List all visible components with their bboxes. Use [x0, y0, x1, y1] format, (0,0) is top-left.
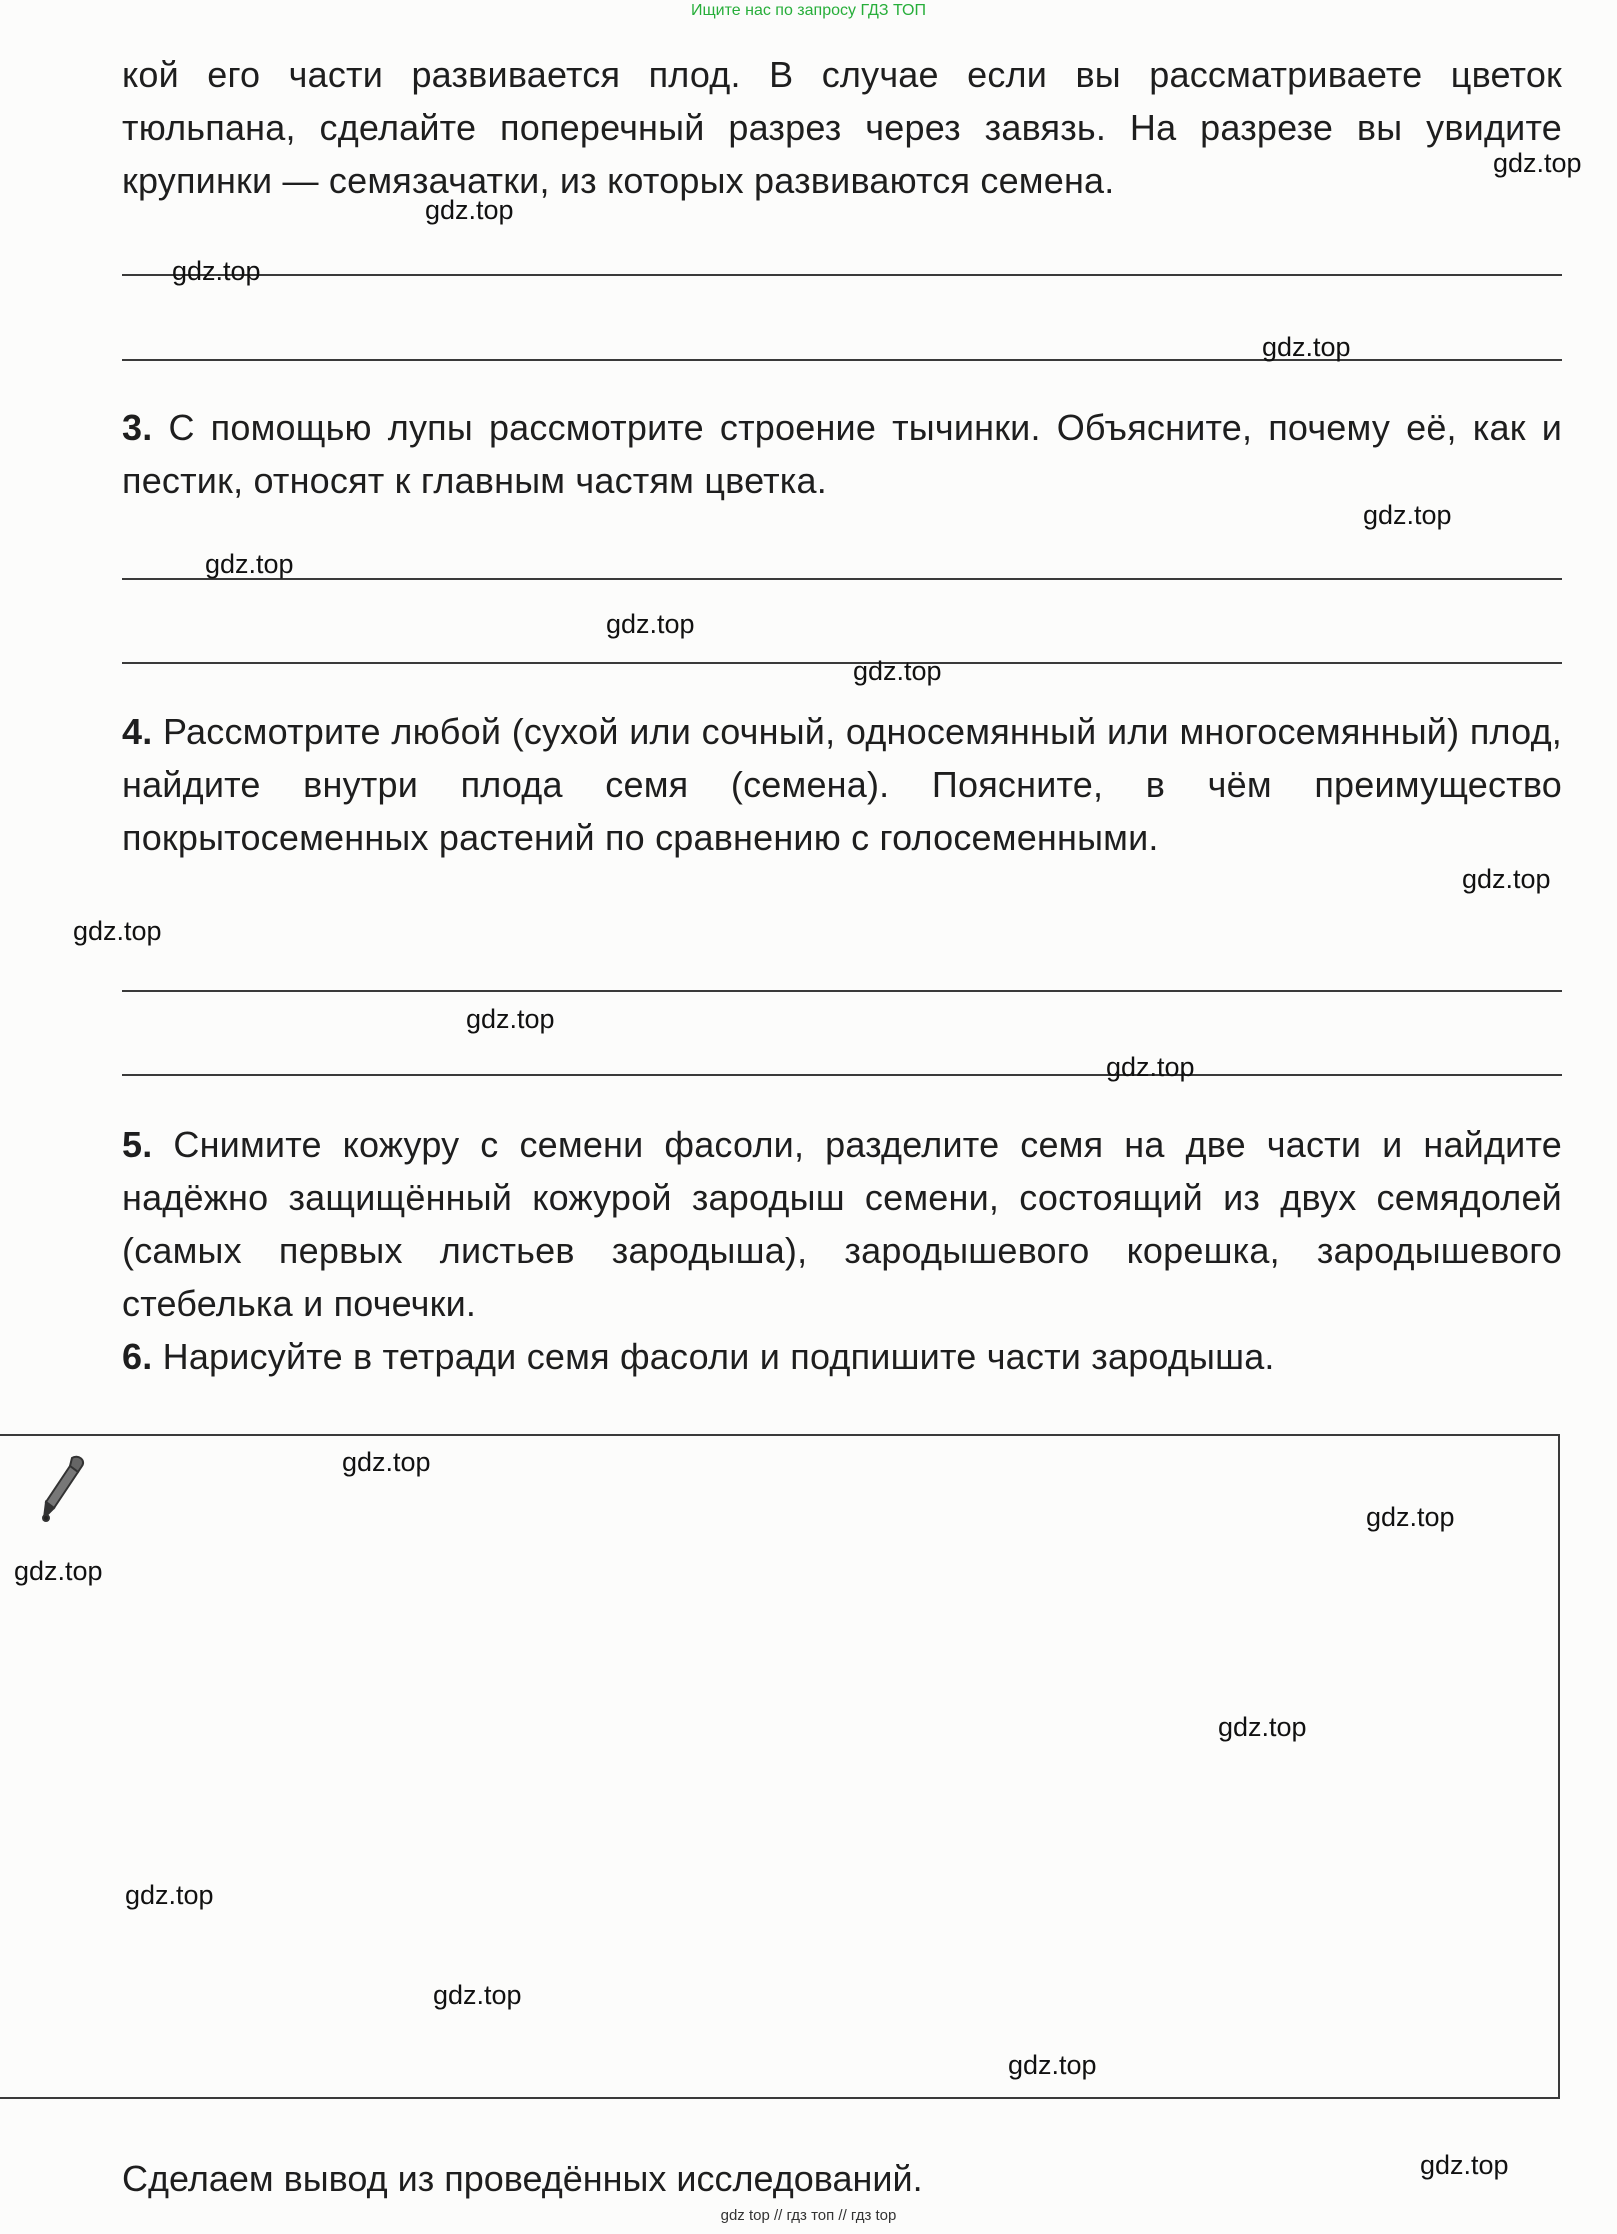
conclusion-text: Сделаем вывод из проведённых исследований. — [122, 2158, 923, 2199]
paragraph-intro — [122, 48, 1562, 207]
answer-line[interactable] — [122, 990, 1562, 992]
watermark: gdz.top — [425, 195, 514, 225]
watermark: gdz.top — [1363, 500, 1452, 530]
watermark: gdz.top — [433, 1980, 522, 2010]
watermark: gdz.top — [466, 1004, 555, 1034]
watermark: gdz.top — [1106, 1052, 1195, 1082]
task-3 — [122, 401, 1562, 507]
task-3-text: С помощью лупы рассмотрите строение тычинки. Объясните, почему её, как и пестик, относят к главным частям цветка. — [122, 407, 1563, 501]
watermark: gdz.top — [853, 656, 942, 686]
watermark: gdz.top — [205, 549, 294, 579]
task-4 — [122, 705, 1562, 864]
task-6-text: Нарисуйте в тетради семя фасоли и подпишите части зародыша. — [162, 1336, 1275, 1377]
watermark: gdz.top — [1420, 2150, 1509, 2180]
watermark: gdz.top — [1493, 148, 1582, 178]
task-4-text: Рассмотрите любой (сухой или сочный, односемянный или многосемянный) плод, найдите внутри плода семя (семена). Поясните, в чём преимущество покрытосеменных растений по сравнению с голосеменными. — [122, 711, 1562, 858]
watermark: gdz.top — [342, 1447, 431, 1477]
task-5 — [122, 1118, 1562, 1330]
task-5-text: Снимите кожуру с семени фасоли, разделите семя на две части и найдите надёжно защищённый кожурой зародыш семени, состоящий из двух семядолей (самых первых листьев зародыша), зародышевого корешка, зародышевого стебелька и почечки. — [122, 1124, 1563, 1324]
footer[interactable]: gdz top // гдз топ // гдз top — [720, 2207, 897, 2224]
watermark: gdz.top — [606, 609, 695, 639]
drawing-area[interactable] — [0, 1434, 1560, 2099]
watermark: gdz.top — [1366, 1502, 1455, 1532]
answer-line[interactable] — [122, 1074, 1562, 1076]
watermark: gdz.top — [1462, 864, 1551, 894]
watermark: gdz.top — [172, 256, 261, 286]
watermark: gdz.top — [73, 916, 162, 946]
pencil-icon — [38, 1452, 88, 1524]
task-5-number: 5. — [122, 1124, 153, 1165]
watermark: gdz.top — [1218, 1712, 1307, 1742]
watermark: gdz.top — [14, 1556, 103, 1586]
task-6-number: 6. — [122, 1336, 153, 1377]
answer-line[interactable] — [122, 274, 1562, 276]
watermark: gdz.top — [125, 1880, 214, 1910]
watermark: gdz.top — [1008, 2050, 1097, 2080]
answer-line[interactable] — [122, 578, 1562, 580]
paragraph-intro-text: кой его части развивается плод. В случае если вы рассматриваете цветок тюльпана, сделайте поперечный разрез через завязь. На разрезе вы увидите крупинки — семязачатки, из которых развиваются семена. — [122, 54, 1562, 201]
top-banner[interactable]: Ищите нас по запросу ГДЗ ТОП — [691, 2, 926, 19]
task-6 — [122, 1330, 1562, 1383]
answer-line[interactable] — [122, 662, 1562, 664]
task-3-number: 3. — [122, 407, 153, 448]
task-4-number: 4. — [122, 711, 153, 752]
watermark: gdz.top — [1262, 332, 1351, 362]
